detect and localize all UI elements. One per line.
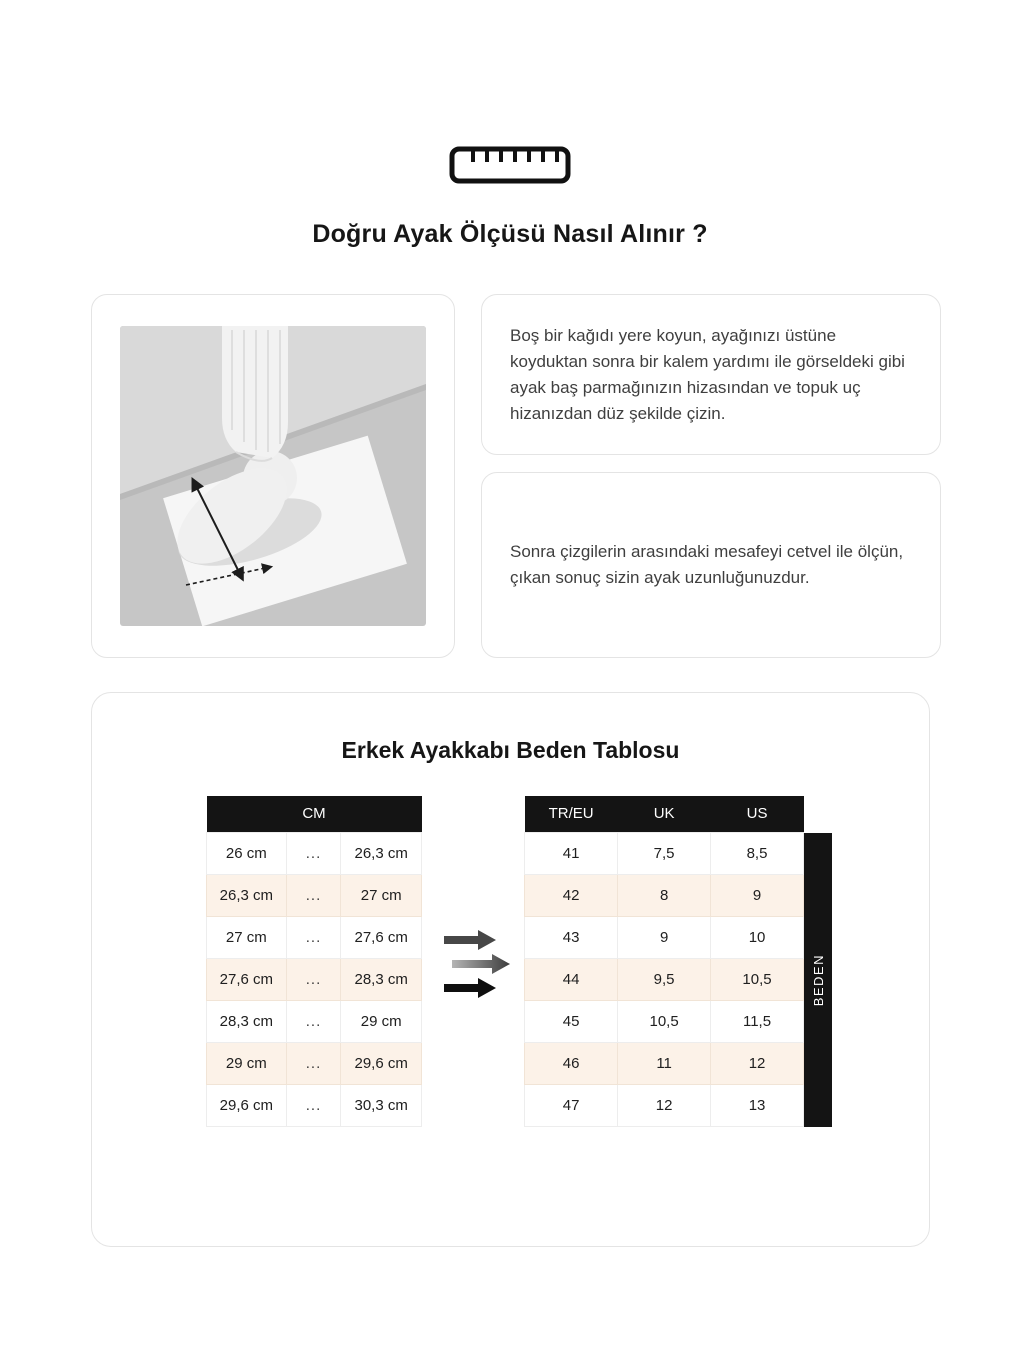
- size-treu: 44: [525, 958, 618, 1000]
- cm-range-start: 26 cm: [207, 832, 287, 874]
- instruction-step-1: [481, 294, 941, 455]
- cm-range-end: 27,6 cm: [341, 916, 422, 958]
- range-dots: ...: [286, 1084, 341, 1126]
- cm-range-end: 28,3 cm: [341, 958, 422, 1000]
- cm-range-end: 26,3 cm: [341, 832, 422, 874]
- size-col-treu: TR/EU: [525, 796, 618, 832]
- cm-range-start: 26,3 cm: [207, 874, 287, 916]
- cm-range-start: 29,6 cm: [207, 1084, 287, 1126]
- cm-range-start: 28,3 cm: [207, 1000, 287, 1042]
- size-uk: 11: [618, 1042, 711, 1084]
- beden-side-label: [804, 833, 832, 1127]
- size-treu: 43: [525, 916, 618, 958]
- size-table-row: [525, 874, 804, 916]
- instructions-section: [91, 294, 941, 658]
- foot-measurement-image-card: [91, 294, 455, 658]
- cm-table-row: [207, 1000, 422, 1042]
- size-table-row: [525, 1084, 804, 1126]
- cm-table-row: [207, 1042, 422, 1084]
- size-us: 12: [711, 1042, 804, 1084]
- ruler-icon-wrap: [0, 0, 1020, 184]
- size-treu: 42: [525, 874, 618, 916]
- page-title: Doğru Ayak Ölçüsü Nasıl Alınır ?: [312, 220, 708, 248]
- size-tables-row: [92, 796, 929, 1127]
- cm-range-start: 27,6 cm: [207, 958, 287, 1000]
- range-dots: ...: [286, 832, 341, 874]
- foot-measurement-photo: [120, 326, 426, 626]
- size-us: 10,5: [711, 958, 804, 1000]
- size-table-row: [525, 1000, 804, 1042]
- instruction-step-1-text: Boş bir kağıdı yere koyun, ayağınızı üstüne koyduktan sonra bir kalem yardımı ile görseldeki gibi ayak baş parmağınızın hizasından ve topuk uç hizanızdan düz şekilde çizin.: [510, 325, 905, 423]
- size-uk: 12: [618, 1084, 711, 1126]
- size-treu: 46: [525, 1042, 618, 1084]
- size-table-title: Erkek Ayakkabı Beden Tablosu: [341, 737, 680, 763]
- arrows-right-icon: [444, 926, 516, 1003]
- ruler-icon: [449, 146, 571, 184]
- international-size-table: [524, 796, 804, 1127]
- cm-range-end: 29 cm: [341, 1000, 422, 1042]
- range-dots: ...: [286, 958, 341, 1000]
- size-col-uk: UK: [618, 796, 711, 832]
- size-table-row: [525, 958, 804, 1000]
- size-us: 13: [711, 1084, 804, 1126]
- size-table-card: [91, 692, 930, 1247]
- international-size-table-wrap: [524, 796, 826, 1127]
- size-table-row: [525, 832, 804, 874]
- instruction-step-2-text: Sonra çizgilerin arasındaki mesafeyi cetvel ile ölçün, çıkan sonuç sizin ayak uzunluğunuzdur.: [510, 542, 904, 587]
- size-treu: 45: [525, 1000, 618, 1042]
- size-uk: 10,5: [618, 1000, 711, 1042]
- range-dots: ...: [286, 916, 341, 958]
- cm-range-end: 30,3 cm: [341, 1084, 422, 1126]
- size-uk: 9,5: [618, 958, 711, 1000]
- cm-range-start: 29 cm: [207, 1042, 287, 1084]
- cm-table-row: [207, 832, 422, 874]
- size-table-row: [525, 1042, 804, 1084]
- size-table-row: [525, 916, 804, 958]
- range-dots: ...: [286, 1000, 341, 1042]
- cm-table-row: [207, 1084, 422, 1126]
- size-us: 9: [711, 874, 804, 916]
- size-uk: 8: [618, 874, 711, 916]
- beden-side-label-text: BEDEN: [810, 953, 826, 1006]
- cm-table-row: [207, 958, 422, 1000]
- cm-range-end: 27 cm: [341, 874, 422, 916]
- cm-table: [206, 796, 422, 1127]
- cm-table-row: [207, 916, 422, 958]
- size-us: 11,5: [711, 1000, 804, 1042]
- size-uk: 9: [618, 916, 711, 958]
- size-treu: 47: [525, 1084, 618, 1126]
- size-uk: 7,5: [618, 832, 711, 874]
- cm-table-header: CM: [207, 796, 422, 832]
- cm-table-row: [207, 874, 422, 916]
- size-us: 8,5: [711, 832, 804, 874]
- cm-range-end: 29,6 cm: [341, 1042, 422, 1084]
- size-treu: 41: [525, 832, 618, 874]
- range-dots: ...: [286, 874, 341, 916]
- size-col-us: US: [711, 796, 804, 832]
- instruction-step-2: [481, 472, 941, 658]
- instruction-cards: [481, 294, 941, 658]
- range-dots: ...: [286, 1042, 341, 1084]
- size-us: 10: [711, 916, 804, 958]
- cm-range-start: 27 cm: [207, 916, 287, 958]
